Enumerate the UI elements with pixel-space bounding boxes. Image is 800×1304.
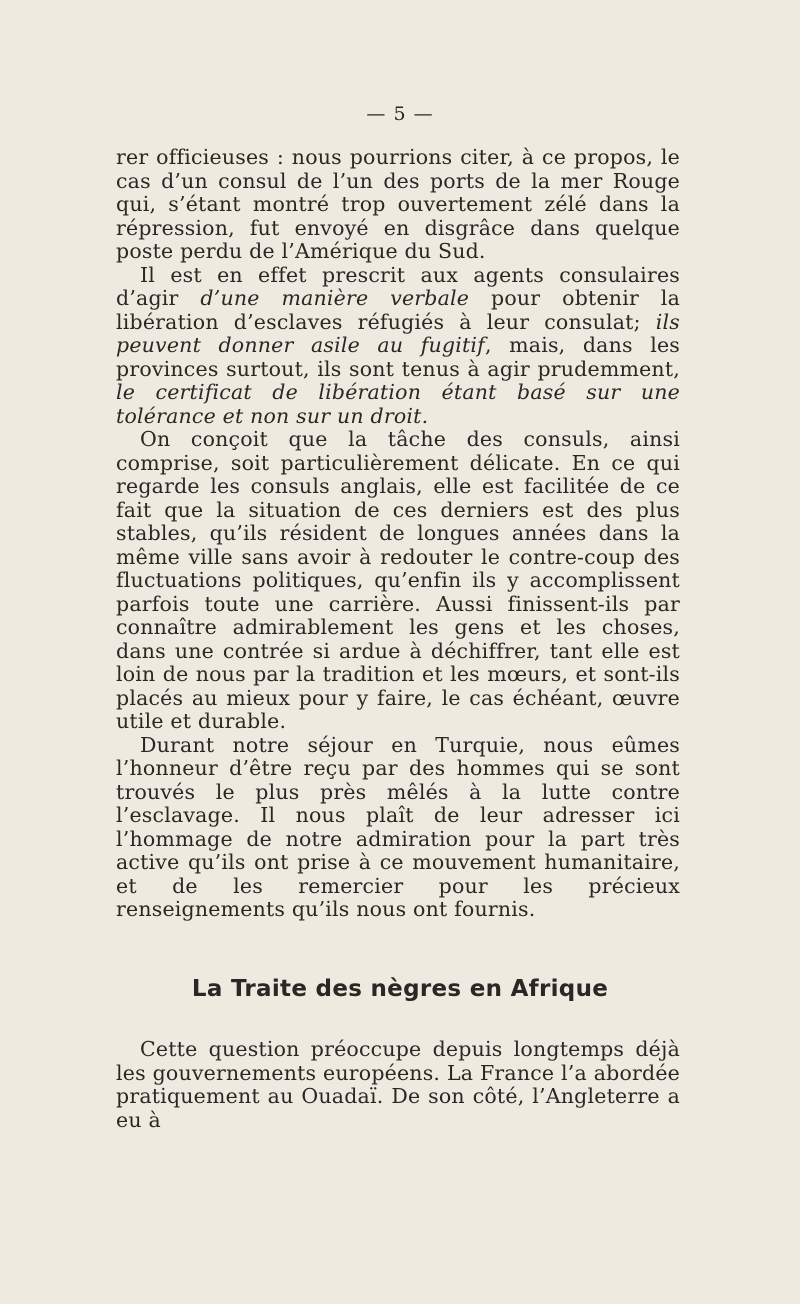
paragraph-2-run-1: Il est en effet prescrit aux agents consulaires d’agir	[116, 262, 680, 310]
paragraph-2-run-3: , mais, dans les provinces surtout, ils sont tenus à agir prudemment,	[116, 333, 680, 381]
section-paragraph: Cette question préoccupe depuis longtemps déjà les gouvernements européens. La France l’a abordée pratiquement au Ouadaï. De son côté, l’Angleterre a eu à	[116, 1037, 680, 1132]
paragraph-1-text: rer officieuses : nous pourrions citer, à ce propos, le cas d’un consul de l’un des ports de la mer Rouge qui, s’étant montré trop ouvertement zélé dans la répression, fut envoyé en disgrâce dans quelque poste perdu de l’Amérique du Sud.	[116, 145, 680, 263]
paragraph-4	[116, 734, 680, 922]
section-heading: La Traite des nègres en Afrique	[191, 976, 609, 1002]
paragraph-2-italic-3: le certificat de libération étant basé sur une tolérance et non sur un droit.	[116, 380, 680, 428]
paragraph-2-italic-2: ils peuvent donner asile au fugitif	[116, 309, 680, 357]
paragraph-2-italic-1: d’une manière verbale	[200, 286, 470, 310]
paragraph-1	[116, 146, 680, 264]
paragraph-2	[116, 264, 680, 429]
paragraph-2-run-2: pour obtenir la libération d’esclaves réfugiés à leur consulat;	[116, 286, 680, 334]
section-text	[116, 1038, 680, 1132]
body-text	[116, 146, 680, 922]
paragraph-4-text: Durant notre séjour en Turquie, nous eûmes l’honneur d’être reçu par des hommes qui se sont trouvés le plus près mêlés à la lutte contre l’esclavage. Il nous plaît de leur adresser ici l’hommage de notre admiration pour la part très active qu’ils ont prise à ce mouvement humanitaire, et de les remercier pour les précieux renseignements qu’ils nous ont fournis.	[116, 732, 680, 921]
paragraph-3-text: On conçoit que la tâche des consuls, ainsi comprise, soit particulièrement délicate. En ce qui regarde les consuls anglais, elle est facilitée de ce fait que la situation de ces derniers est des plus stables, qu’ils résident de longues années dans la même ville sans avoir à redouter le contre-coup des fluctuations politiques, qu’enfin ils y accomplissent parfois toute une carrière. Aussi finissent-ils par connaître admirablement les gens et les choses, dans une contrée si ardue à déchiffrer, tant elle est loin de nous par la tradition et les mœurs, et sont-ils placés au mieux pour y faire, le cas échéant, œuvre utile et durable.	[116, 427, 680, 733]
page-number: — 5 —	[366, 103, 434, 125]
paragraph-3	[116, 428, 680, 734]
